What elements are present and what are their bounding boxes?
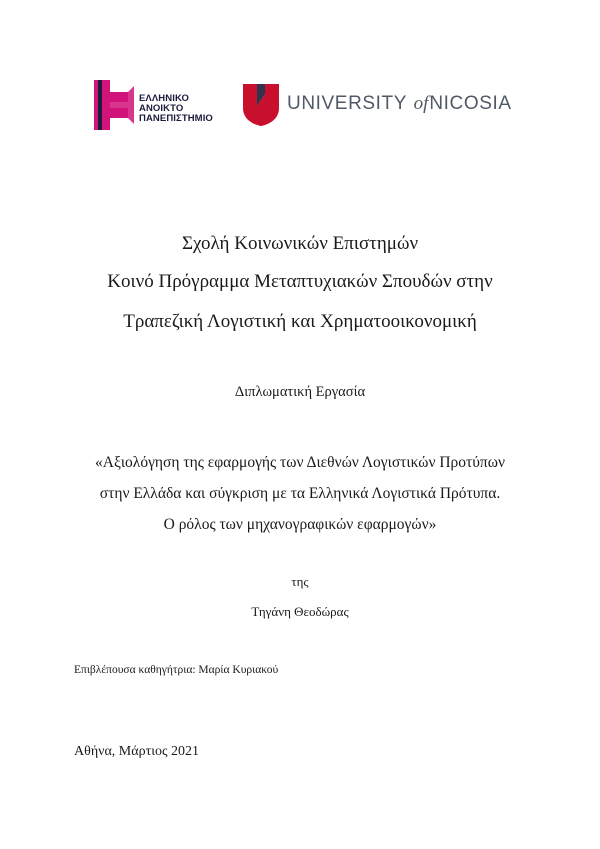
- hou-logo-line: ΕΛΛΗΝΙΚΟ: [139, 93, 189, 104]
- thesis-title-line-2: στην Ελλάδα και σύγκριση με τα Ελληνικά Λογιστικά Πρότυπα.: [99, 485, 501, 502]
- place-and-date: Αθήνα, Μάρτιος 2021: [74, 744, 200, 759]
- university-of-nicosia-logo: [243, 84, 513, 128]
- thesis-title-line-3: Ο ρόλος των μηχανογραφικών εφαρμογών»: [163, 516, 437, 533]
- unic-word-university: UNIVERSITY: [287, 93, 407, 114]
- program-title-line-1: Κοινό Πρόγραμμα Μεταπτυχιακών Σπουδών στην: [107, 271, 493, 292]
- program-title-line-2: Τραπεζική Λογιστική και Χρηματοοικονομική: [123, 311, 477, 332]
- unic-word-nicosia: NICOSIA: [429, 93, 512, 114]
- hou-logo-text: [139, 94, 213, 124]
- school-name: Σχολή Κοινωνικών Επιστημών: [181, 233, 419, 254]
- thesis-title-line-1: «Αξιολόγηση της εφαρμογής των Διεθνών Λογιστικών Προτύπων: [95, 454, 505, 471]
- unic-word-of: of: [413, 93, 429, 114]
- hellenic-open-university-logo: [94, 80, 224, 130]
- hou-logo-mark-icon: [94, 80, 138, 130]
- hou-logo-line: ΠΑΝΕΠΙΣΤΗΜΙΟ: [139, 113, 213, 124]
- unic-wordmark: [287, 93, 512, 115]
- supervisor: Επιβλέπουσα καθηγήτρια: Μαρία Κυριακού: [74, 664, 279, 676]
- author-name: Τηγάνη Θεοδώρας: [251, 604, 349, 619]
- document-type: Διπλωματική Εργασία: [234, 384, 366, 400]
- author-prefix: της: [291, 574, 309, 589]
- hou-logo-line: ΑΝΟΙΚΤΟ: [139, 103, 184, 114]
- unic-shield-icon: [243, 84, 279, 126]
